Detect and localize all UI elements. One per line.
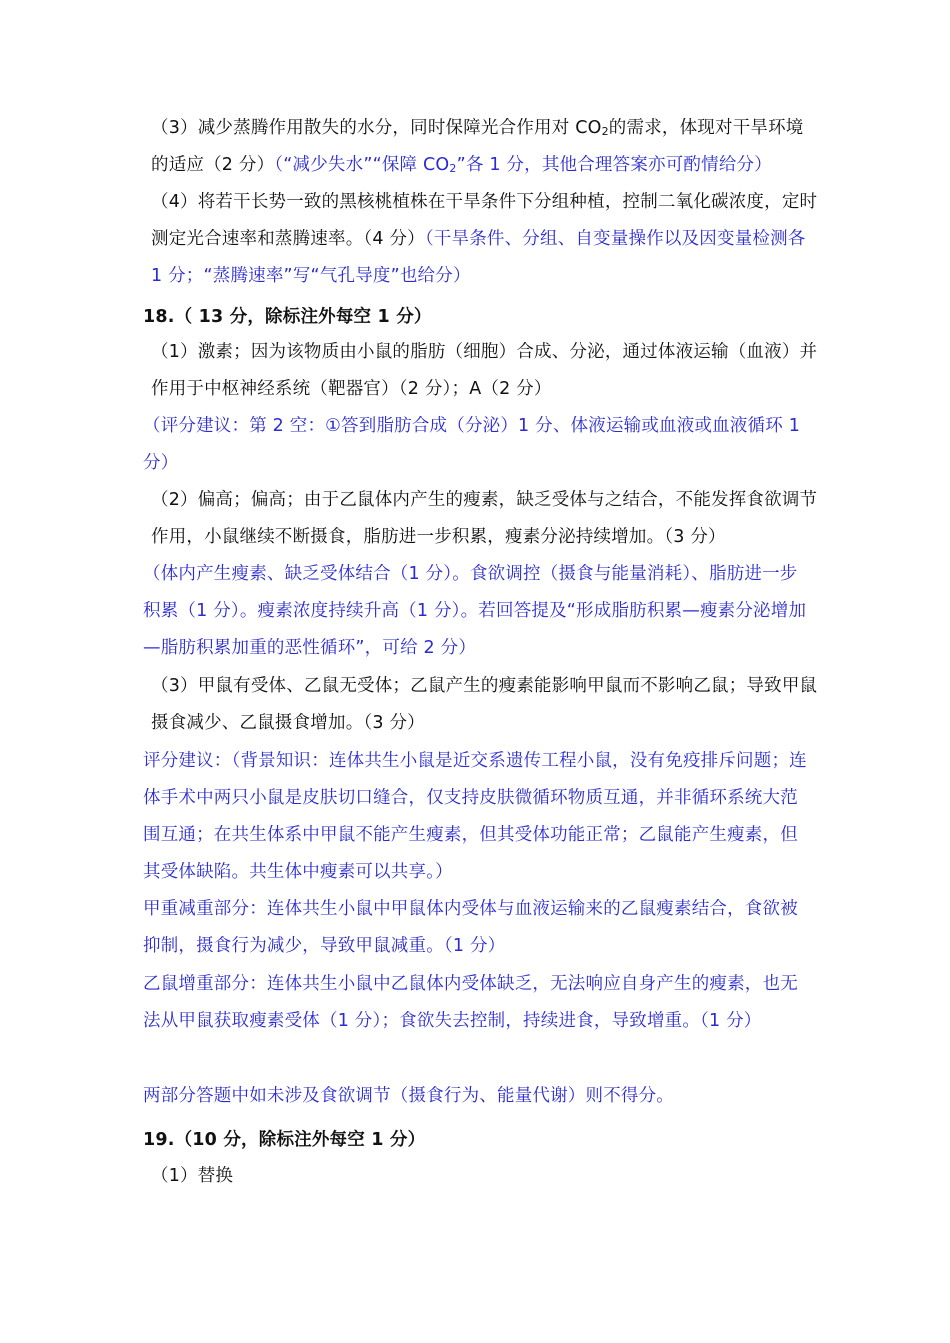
q17-part3-note: （“减少失水”“保障 $CO_2$”各 1 分，其他合理答案亦可酌情给分） [274,155,772,175]
q18-part3-no-score-note: 两部分答题中如未涉及食欲调节（摄食行为、能量代谢）则不得分。 [143,1086,674,1106]
q19-part1: （1）替换 [151,1166,234,1186]
q18-part3-weight-loss-note: 甲重减重部分：连体共生小鼠中甲鼠体内受体与血液运输来的乙鼠瘦素结合，食欲被抑制，摄食行为减少，导致甲鼠减重。（1 分） [143,899,798,956]
q18-part2: （2）偏高；偏高；由于乙鼠体内产生的瘦素，缺乏受体与之结合，不能发挥食欲调节作用，小鼠继续不断摄食，脂肪进一步积累，瘦素分泌持续增加。（3 分） [151,490,818,547]
q19-heading: 19.（10 分，除标注外每空 1 分） [143,1130,426,1150]
q18-part3-weight-gain-note: 乙鼠增重部分：连体共生小鼠中乙鼠体内受体缺乏，无法响应自身产生的瘦素，也无法从甲鼠获取瘦素受体（1 分）；食欲失去控制，持续进食，导致增重。（1 分） [143,974,798,1031]
q18-part1-note: （评分建议：第 2 空：①答到脂肪合成（分泌）1 分、体液运输或血液或血液循环 1 分） [143,416,801,473]
q17-part4-note: （干旱条件、分组、自变量操作以及因变量检测各 1 分；“蒸腾速率”写“气孔导度”也给分） [151,229,806,286]
q17-part3: （3）减少蒸腾作用散失的水分，同时保障光合作用对 $CO_2$的需求，体现对干旱环境的适应（2 分）（“减少失水”“保障 $CO_2$”各 1 分，其他合理答案亦可酌情给分） [151,118,804,175]
q18-part2-note: （体内产生瘦素、缺乏受体结合（1 分）。食欲调控（摄食与能量消耗）、脂肪进一步积累（1 分）。瘦素浓度持续升高（1 分）。若回答提及“形成脂肪积累—瘦素分泌增加—脂肪积累加重的恶性循环”，可给 2 分） [143,564,807,658]
q18-part1: （1）激素；因为该物质由小鼠的脂肪（细胞）合成、分泌，通过体液运输（血液）并作用于中枢神经系统（靶器官）（2 分）；A（2 分） [151,342,818,399]
q18-part3: （3）甲鼠有受体、乙鼠无受体；乙鼠产生的瘦素能影响甲鼠而不影响乙鼠；导致甲鼠摄食减少、乙鼠摄食增加。（3 分） [151,676,818,733]
q18-part3-grading-note: 评分建议：（背景知识：连体共生小鼠是近交系遗传工程小鼠，没有免疫排斥问题；连体手术中两只小鼠是皮肤切口缝合，仅支持皮肤微循环物质互通，并非循环系统大范围互通；在共生体系中甲鼠不能产生瘦素，但其受体功能正常；乙鼠能产生瘦素，但其受体缺陷。共生体中瘦素可以共享。） [143,751,807,882]
q17-part4: （4）将若干长势一致的黑核桃植株在干旱条件下分组种植，控制二氧化碳浓度，定时测定光合速率和蒸腾速率。（4 分）（干旱条件、分组、自变量操作以及因变量检测各 1 分；“蒸腾速率”写“气孔导度”也给分） [151,192,818,286]
q18-heading: 18.（ 13 分，除标注外每空 1 分） [143,307,432,327]
